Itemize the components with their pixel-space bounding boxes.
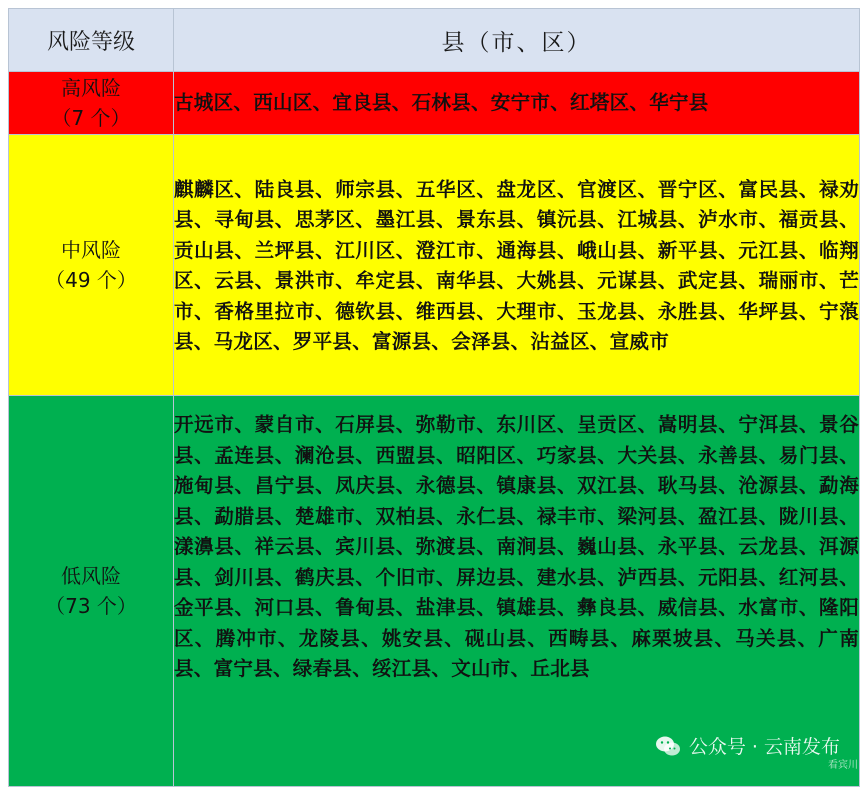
header-county: 县（市、区）	[174, 9, 860, 72]
risk-level-table	[8, 8, 860, 787]
risk-count-label: （49 个）	[45, 268, 137, 292]
county-list: 麒麟区、陆良县、师宗县、五华区、盘龙区、官渡区、晋宁区、富民县、禄劝县、寻甸县、思茅区、墨江县、景东县、镇沅县、江城县、泸水市、福贡县、贡山县、兰坪县、江川区、澄江市、通海县、峨山县、新平县、元江县、临翔区、云县、景洪市、牟定县、南华县、大姚县、元谋县、武定县、瑞丽市、芒市、香格里拉市、德钦县、维西县、大理市、玉龙县、永胜县、华坪县、宁蒗县、马龙区、罗平县、富源县、会泽县、沾益区、宣威市	[174, 135, 860, 396]
watermark-account: 公众号 · 云南发布	[688, 736, 840, 758]
table-header-row	[9, 9, 860, 72]
risk-level-cell	[9, 72, 174, 135]
wechat-icon	[655, 735, 681, 757]
table-row-high-risk	[9, 72, 860, 135]
table-row-low-risk	[9, 396, 860, 787]
risk-level-cell	[9, 396, 174, 787]
risk-count-label: （73 个）	[45, 594, 137, 618]
watermark	[655, 732, 840, 759]
header-risk-level: 风险等级	[9, 9, 174, 72]
watermark-sub: 看宾川	[828, 760, 858, 771]
table-row-medium-risk	[9, 135, 860, 396]
county-list: 古城区、西山区、宜良县、石林县、安宁市、红塔区、华宁县	[174, 72, 860, 135]
county-list: 开远市、蒙自市、石屏县、弥勒市、东川区、呈贡区、嵩明县、宁洱县、景谷县、孟连县、澜沧县、西盟县、昭阳区、巧家县、大关县、永善县、易门县、施甸县、昌宁县、凤庆县、永德县、镇康县、双江县、耿马县、沧源县、勐海县、勐腊县、楚雄市、双柏县、永仁县、禄丰市、梁河县、盈江县、陇川县、漾濞县、祥云县、宾川县、弥渡县、南涧县、巍山县、永平县、云龙县、洱源县、剑川县、鹤庆县、个旧市、屏边县、建水县、泸西县、元阳县、红河县、金平县、河口县、鲁甸县、盐津县、镇雄县、彝良县、威信县、水富市、隆阳区、腾冲市、龙陵县、姚安县、砚山县、西畴县、麻栗坡县、马关县、广南县、富宁县、绿春县、绥江县、文山市、丘北县	[174, 396, 860, 787]
risk-level-label: 中风险	[61, 238, 121, 262]
risk-level-label: 高风险	[61, 76, 121, 100]
risk-count-label: （7 个）	[51, 106, 131, 130]
risk-level-label: 低风险	[61, 564, 121, 588]
risk-level-cell	[9, 135, 174, 396]
